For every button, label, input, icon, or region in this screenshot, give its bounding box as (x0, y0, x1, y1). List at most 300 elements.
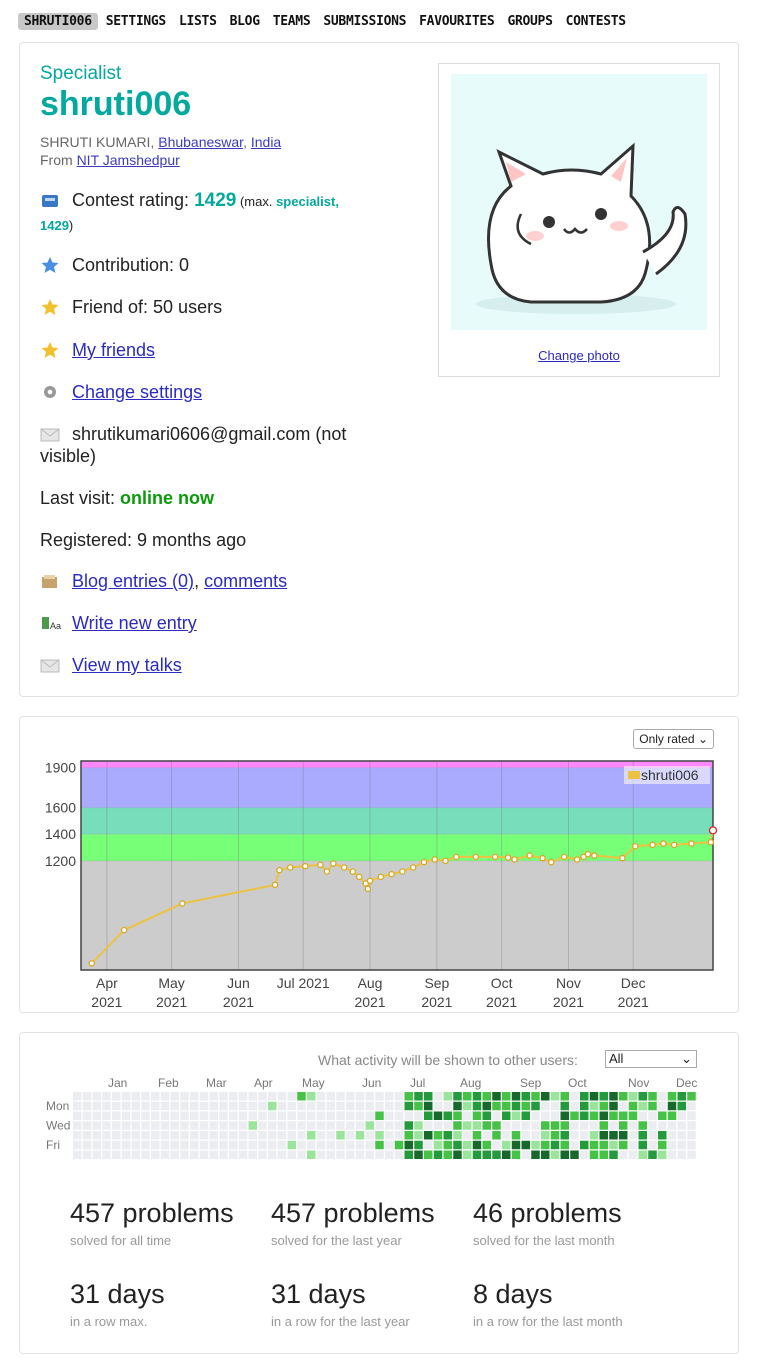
heatmap-cell (180, 1151, 189, 1160)
heatmap-cell (619, 1131, 628, 1140)
heatmap-cell (102, 1092, 111, 1101)
user-rank: Specialist (40, 63, 122, 84)
heatmap-cell (473, 1092, 482, 1101)
contest-rating-label: Contest rating: (72, 190, 195, 210)
nav-lists[interactable]: LISTS (178, 13, 217, 29)
heatmap-cell (366, 1121, 375, 1130)
heatmap-cell (210, 1112, 219, 1121)
stat-value: 457 problems (70, 1198, 234, 1228)
heatmap-cell (161, 1102, 170, 1111)
heatmap-cell (522, 1121, 531, 1130)
heatmap-cell (161, 1141, 170, 1150)
heatmap-cell (200, 1112, 209, 1121)
rating-point (575, 857, 580, 862)
heatmap-cell (375, 1121, 384, 1130)
activity-question: What activity will be shown to other users: (318, 1052, 578, 1068)
heatmap-cell (512, 1102, 521, 1111)
rating-point (708, 840, 713, 845)
heatmap-cell (609, 1151, 618, 1160)
stat-value: 8 days (473, 1279, 553, 1309)
heatmap-cell (219, 1112, 228, 1121)
nav-favourites[interactable]: FAVOURITES (419, 13, 495, 29)
country-link[interactable]: India (250, 134, 282, 150)
change-settings-link[interactable]: Change settings (72, 382, 203, 402)
envelope-icon (40, 426, 62, 442)
heatmap-cell (687, 1092, 696, 1101)
rating-band (81, 861, 713, 970)
heatmap-cell (668, 1102, 677, 1111)
heatmap-month-label: Jun (362, 1076, 382, 1090)
heatmap-cell (258, 1141, 267, 1150)
rating-point (454, 854, 459, 859)
heatmap-cell (375, 1131, 384, 1140)
stat-last-month-streak (473, 1279, 623, 1329)
heatmap-month-label: Nov (628, 1076, 650, 1090)
heatmap-cell (463, 1151, 472, 1160)
heatmap-cell (648, 1141, 657, 1150)
heatmap-cell (268, 1151, 277, 1160)
rating-point (421, 860, 426, 865)
rating-point (180, 901, 185, 906)
contest-rating-value: 1429 (194, 190, 237, 211)
heatmap-cell (522, 1131, 531, 1140)
heatmap-cell (249, 1112, 258, 1121)
heatmap-cell (132, 1102, 141, 1111)
nav-blog[interactable]: BLOG (229, 13, 260, 29)
x-tick-year: 2021 (354, 994, 386, 1010)
rating-point (672, 842, 677, 847)
heatmap-month-label: Feb (158, 1076, 179, 1090)
rating-point (650, 842, 655, 847)
heatmap-cell (629, 1102, 638, 1111)
stat-value: 31 days (271, 1279, 366, 1309)
heatmap-cell (678, 1131, 687, 1140)
nav-groups[interactable]: GROUPS (507, 13, 553, 29)
heatmap-cell (629, 1151, 638, 1160)
heatmap-cell (629, 1112, 638, 1121)
heatmap-cell (122, 1141, 131, 1150)
user-handle: shruti006 (40, 85, 192, 123)
rating-point (710, 827, 717, 834)
heatmap-cell (249, 1151, 258, 1160)
registered-row (40, 529, 400, 551)
heatmap-cell (83, 1121, 92, 1130)
x-tick-label: Aug (357, 975, 383, 991)
x-tick-year: 2021 (156, 994, 188, 1010)
friend-of-text: Friend of: 50 users (72, 297, 223, 317)
heatmap-cell (648, 1102, 657, 1111)
legend-label: shruti006 (641, 767, 699, 783)
heatmap-cell (541, 1131, 550, 1140)
heatmap-cell (424, 1112, 433, 1121)
heatmap-cell (112, 1131, 121, 1140)
nav-profile[interactable]: SHRUTI006 (18, 13, 98, 30)
heatmap-cell (405, 1121, 414, 1130)
heatmap-cell (239, 1141, 248, 1150)
heatmap-cell (424, 1131, 433, 1140)
heatmap-cell (258, 1131, 267, 1140)
rating-point (273, 882, 278, 887)
heatmap-cell (453, 1131, 462, 1140)
heatmap-cell (424, 1151, 433, 1160)
stat-max-streak (70, 1279, 165, 1329)
rating-point (689, 841, 694, 846)
stat-caption: in a row for the last month (473, 1314, 623, 1329)
stat-caption: solved for the last month (473, 1233, 615, 1248)
heatmap-cell (639, 1131, 648, 1140)
heatmap-month-label: Mar (206, 1076, 227, 1090)
x-tick-label: Jun (227, 975, 250, 991)
rating-point (324, 869, 329, 874)
x-tick-label: Sep (424, 975, 450, 991)
heatmap-cell (112, 1102, 121, 1111)
heatmap-cell (590, 1151, 599, 1160)
heatmap-cell (570, 1121, 579, 1130)
stat-all-time-problems (70, 1198, 234, 1248)
heatmap-cell (424, 1121, 433, 1130)
heatmap-cell (239, 1131, 248, 1140)
rating-chart (20, 717, 738, 1012)
rating-icon (40, 192, 62, 208)
heatmap-cell (200, 1131, 209, 1140)
heatmap-cell (502, 1112, 511, 1121)
email-text: shrutikumari0606@gmail.com (not visible) (40, 424, 347, 466)
heatmap-cell (648, 1112, 657, 1121)
x-tick-year: 2021 (222, 994, 255, 1010)
legend-swatch (628, 771, 640, 779)
heatmap-cell (561, 1131, 570, 1140)
heatmap-cell (600, 1151, 609, 1160)
heatmap-day-label: Mon (46, 1098, 70, 1113)
heatmap-cell (687, 1131, 696, 1140)
talks-row (40, 654, 400, 676)
heatmap-cell (405, 1151, 414, 1160)
last-visit-label: Last visit: (40, 488, 121, 508)
heatmap-cell (268, 1121, 277, 1130)
heatmap-cell (102, 1131, 111, 1140)
heatmap-cell (463, 1121, 472, 1130)
cat-avatar-image (451, 74, 707, 330)
heatmap-cell (73, 1102, 82, 1111)
heatmap-cell (336, 1092, 345, 1101)
heatmap-cell (570, 1112, 579, 1121)
x-tick-label: Nov (556, 975, 581, 991)
rating-point (512, 857, 517, 862)
heatmap-cell (512, 1141, 521, 1150)
heatmap-cell (93, 1092, 102, 1101)
rating-filter-value: Only rated (639, 732, 695, 746)
my-friends-link[interactable]: My friends (72, 340, 156, 360)
write-entry-row (40, 612, 400, 634)
heatmap-cell (180, 1121, 189, 1130)
heatmap-cell (609, 1092, 618, 1101)
heatmap-cell (258, 1121, 267, 1130)
heatmap-cell (600, 1141, 609, 1150)
heatmap-day-label: Wed (46, 1118, 71, 1133)
heatmap-cell (658, 1112, 667, 1121)
rating-point (367, 878, 372, 883)
heatmap-cell (151, 1121, 160, 1130)
heatmap-cell (590, 1112, 599, 1121)
heatmap-cell (483, 1131, 492, 1140)
heatmap-cell (327, 1112, 336, 1121)
city-link[interactable]: Bhubaneswar (158, 134, 244, 150)
heatmap-cell (229, 1141, 238, 1150)
heatmap-cell (229, 1121, 238, 1130)
heatmap-cell (687, 1151, 696, 1160)
heatmap-cell (619, 1121, 628, 1130)
heatmap-cell (463, 1092, 472, 1101)
nav-submissions[interactable]: SUBMISSIONS (323, 13, 407, 29)
heatmap-cell (297, 1131, 306, 1140)
x-tick-year: 2021 (421, 994, 453, 1010)
chart-legend (624, 766, 710, 784)
activity-box (19, 1032, 739, 1354)
heatmap-cell (83, 1102, 92, 1111)
max-rank: specialist, (276, 194, 339, 209)
heatmap-cell (278, 1151, 287, 1160)
heatmap-cell (609, 1121, 618, 1130)
heatmap-cell (502, 1151, 511, 1160)
heatmap-cell (112, 1121, 121, 1130)
heatmap-cell (327, 1151, 336, 1160)
heatmap-cell (229, 1092, 238, 1101)
heatmap-cell (678, 1121, 687, 1130)
heatmap-cell (93, 1141, 102, 1150)
heatmap-cell (600, 1112, 609, 1121)
rating-band (81, 808, 713, 835)
stat-value: 31 days (70, 1279, 165, 1309)
heatmap-month-label: Oct (568, 1076, 587, 1090)
rating-point (661, 841, 666, 846)
heatmap-cell (258, 1092, 267, 1101)
heatmap-cell (161, 1112, 170, 1121)
heatmap-cell (83, 1151, 92, 1160)
heatmap-cell (405, 1102, 414, 1111)
friend-of-row (40, 296, 400, 318)
stat-caption: in a row max. (70, 1314, 148, 1329)
heatmap-cell (346, 1092, 355, 1101)
heatmap-cell (463, 1131, 472, 1140)
heatmap-cell (570, 1151, 579, 1160)
heatmap-cell (161, 1151, 170, 1160)
view-talks-link[interactable]: View my talks (72, 655, 182, 675)
heatmap-cell (609, 1131, 618, 1140)
heatmap-cell (414, 1121, 423, 1130)
heatmap-cell (317, 1151, 326, 1160)
heatmap-cell (385, 1112, 394, 1121)
heatmap-cell (629, 1131, 638, 1140)
heatmap-cell (395, 1121, 404, 1130)
heatmap-cell (531, 1092, 540, 1101)
heatmap-cell (492, 1121, 501, 1130)
heatmap-cell (356, 1121, 365, 1130)
heatmap-cell (210, 1141, 219, 1150)
change-photo-row (439, 348, 719, 363)
heatmap-cell (288, 1092, 297, 1101)
star-gold-icon (40, 342, 62, 358)
rating-point (443, 858, 448, 863)
nav-settings[interactable]: SETTINGS (105, 13, 166, 29)
blog-entries-link[interactable]: Blog entries (0) (72, 571, 195, 591)
heatmap-cell (561, 1151, 570, 1160)
heatmap-cell (93, 1151, 102, 1160)
heatmap-cell (132, 1092, 141, 1101)
last-visit-row (40, 487, 400, 509)
heatmap-cell (210, 1151, 219, 1160)
heatmap-cell (600, 1092, 609, 1101)
heatmap-cell (327, 1141, 336, 1150)
heatmap-cell (434, 1092, 443, 1101)
heatmap-month-label: May (302, 1076, 325, 1090)
heatmap-cell (288, 1131, 297, 1140)
heatmap-cell (249, 1131, 258, 1140)
heatmap-cell (658, 1131, 667, 1140)
heatmap-cell (434, 1131, 443, 1140)
heatmap-cell (268, 1102, 277, 1111)
heatmap-cell (492, 1131, 501, 1140)
heatmap-cell (668, 1131, 677, 1140)
heatmap-cell (648, 1151, 657, 1160)
stat-value: 457 problems (271, 1198, 435, 1228)
heatmap-cell (531, 1121, 540, 1130)
from-label: From (40, 152, 77, 168)
heatmap-cell (483, 1112, 492, 1121)
rating-point (432, 857, 437, 862)
heatmap-cell (102, 1141, 111, 1150)
heatmap-cell (375, 1092, 384, 1101)
top-nav (18, 10, 639, 32)
heatmap-cell (502, 1131, 511, 1140)
heatmap-day-label: Fri (46, 1137, 60, 1152)
nav-teams[interactable]: TEAMS (272, 13, 311, 29)
comments-link[interactable]: comments (204, 571, 288, 591)
heatmap-cell (678, 1112, 687, 1121)
organization-link[interactable]: NIT Jamshedpur (76, 152, 180, 168)
svg-text:Aa: Aa (50, 621, 62, 631)
heatmap-cell (317, 1141, 326, 1150)
rating-point (585, 852, 590, 857)
blog-row: Blog entries (0), comments (40, 570, 400, 592)
heatmap-cell (346, 1131, 355, 1140)
heatmap-cell (580, 1121, 589, 1130)
activity-select-value: All (609, 1051, 624, 1066)
heatmap-cell (444, 1141, 453, 1150)
heatmap-cell (327, 1121, 336, 1130)
heatmap-cell (541, 1121, 550, 1130)
heatmap-cell (288, 1112, 297, 1121)
chevron-down-icon: ⌄ (681, 1051, 692, 1066)
stat-last-year-streak (271, 1279, 410, 1329)
heatmap-cell (141, 1112, 150, 1121)
heatmap-cell (180, 1141, 189, 1150)
contribution-row (40, 254, 400, 276)
heatmap-cell (473, 1102, 482, 1111)
heatmap-cell (268, 1112, 277, 1121)
nav-contests[interactable]: CONTESTS (565, 13, 626, 29)
heatmap-cell (668, 1112, 677, 1121)
heatmap-cell (229, 1151, 238, 1160)
rating-point (389, 872, 394, 877)
heatmap-cell (512, 1121, 521, 1130)
rating-point (288, 865, 293, 870)
heatmap-cell (132, 1112, 141, 1121)
registered-text: Registered: 9 months ago (40, 530, 247, 550)
heatmap-cell (102, 1112, 111, 1121)
heatmap-cell (541, 1092, 550, 1101)
my-friends-row (40, 339, 400, 361)
heatmap-cell (249, 1141, 258, 1150)
rating-point (122, 927, 127, 932)
heatmap-cell (356, 1112, 365, 1121)
heatmap-cell (239, 1092, 248, 1101)
heatmap-cell (317, 1092, 326, 1101)
heatmap-cell (141, 1141, 150, 1150)
heatmap-cell (600, 1102, 609, 1111)
heatmap-cell (658, 1141, 667, 1150)
y-tick-label: 1600 (44, 799, 76, 816)
heatmap-cell (473, 1121, 482, 1130)
heatmap-cell (639, 1092, 648, 1101)
heatmap-cell (336, 1131, 345, 1140)
heatmap-cell (629, 1141, 638, 1150)
heatmap-cell (171, 1102, 180, 1111)
rating-filter-select[interactable] (633, 729, 714, 749)
heatmap-cell (190, 1131, 199, 1140)
heatmap-cell (590, 1092, 599, 1101)
heatmap-cell (307, 1141, 316, 1150)
change-photo-link[interactable]: Change photo (538, 348, 620, 363)
heatmap-cell (522, 1151, 531, 1160)
heatmap-cell (453, 1092, 462, 1101)
heatmap-cell (541, 1151, 550, 1160)
heatmap-cell (210, 1102, 219, 1111)
heatmap-cell (570, 1092, 579, 1101)
heatmap-cell (297, 1121, 306, 1130)
heatmap-cell (366, 1141, 375, 1150)
heatmap-cell (629, 1092, 638, 1101)
heatmap-cell (395, 1102, 404, 1111)
heatmap-cell (151, 1102, 160, 1111)
heatmap-cell (122, 1151, 131, 1160)
heatmap-cell (229, 1112, 238, 1121)
heatmap-cell (297, 1151, 306, 1160)
y-tick-label: 1400 (44, 826, 76, 843)
heatmap-cell (619, 1102, 628, 1111)
heatmap-cell (190, 1121, 199, 1130)
heatmap-cell (678, 1092, 687, 1101)
y-tick-label: 1200 (44, 852, 76, 869)
heatmap-cell (73, 1121, 82, 1130)
heatmap-cell (297, 1141, 306, 1150)
heatmap-cell (658, 1092, 667, 1101)
heatmap-cell (249, 1102, 258, 1111)
write-entry-link[interactable]: Write new entry (72, 613, 197, 633)
heatmap-cell (687, 1112, 696, 1121)
stat-last-year-problems (271, 1198, 435, 1248)
heatmap-cell (229, 1102, 238, 1111)
heatmap-cell (395, 1141, 404, 1150)
heatmap-cell (190, 1151, 199, 1160)
heatmap-cell (200, 1121, 209, 1130)
heatmap-cell (93, 1112, 102, 1121)
heatmap-cell (307, 1131, 316, 1140)
heatmap-cell (122, 1121, 131, 1130)
max-suffix: ) (68, 218, 74, 233)
heatmap-cell (463, 1102, 472, 1111)
x-tick-year: 2021 (617, 994, 649, 1010)
heatmap-cell (73, 1141, 82, 1150)
